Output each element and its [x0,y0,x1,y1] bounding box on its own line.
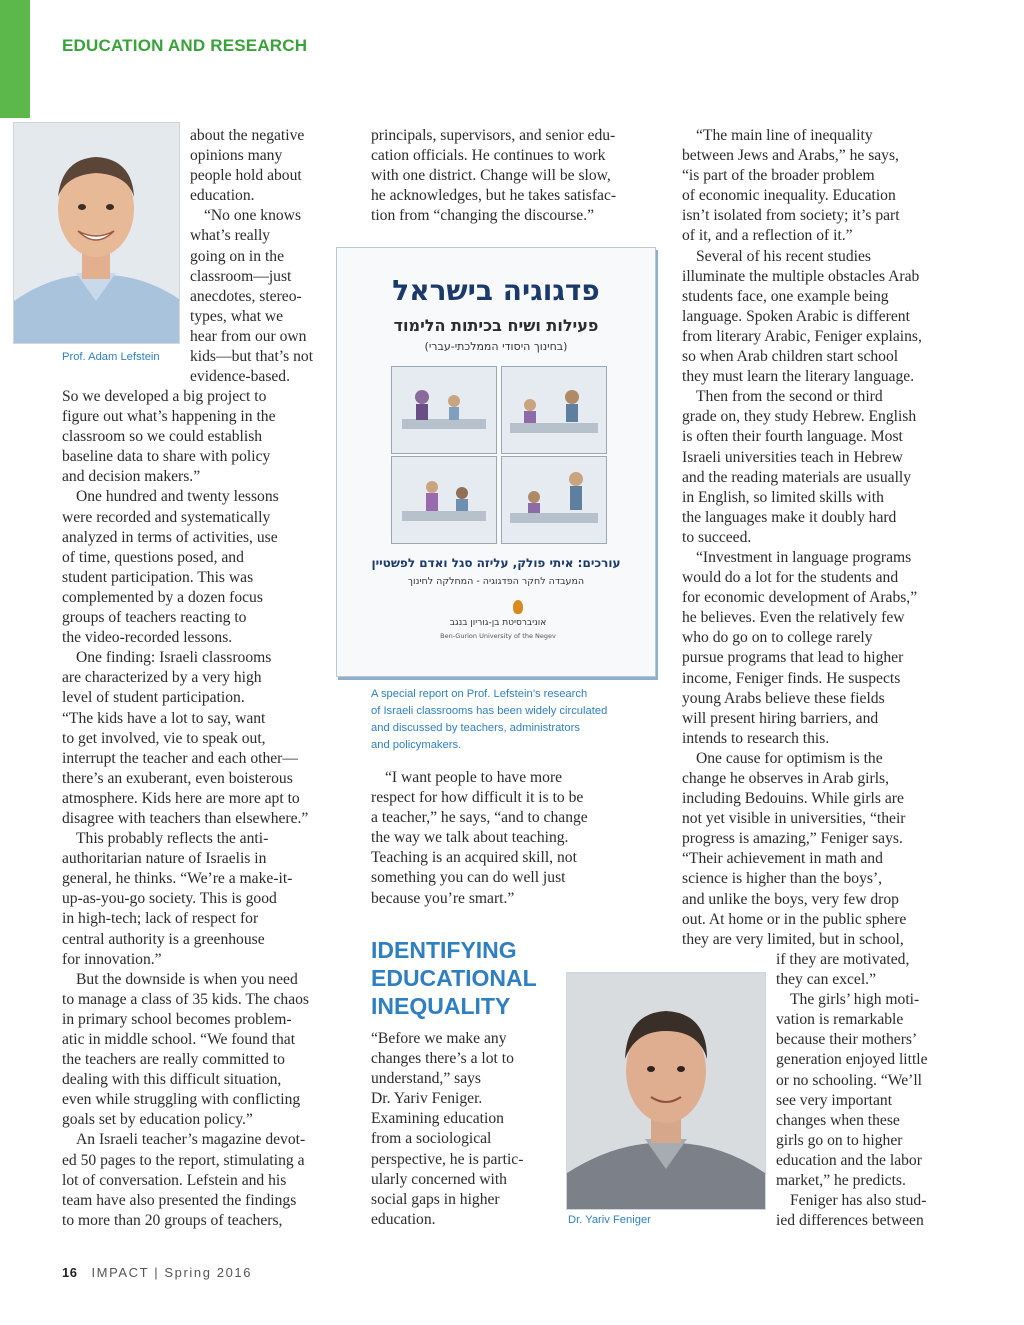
text-line: anecdotes, stereo- [190,287,302,305]
text-line: people hold about [190,167,302,185]
text-line: atmosphere. Kids here are more apt to [62,789,300,807]
text-line: baseline data to share with policy [62,448,271,466]
text-line: cation officials. He continues to work [371,147,606,165]
text-line: to get involved, vie to speak out, [62,729,266,747]
cover-department: המעבדה לחקר הפדגוגיה - המחלקה לחינוך [407,576,585,587]
caption-line: and discussed by teachers, administrators [371,722,580,734]
text-line: central authority is a greenhouse [62,930,265,948]
column-1-narrow [190,126,350,387]
text-line: education. [371,1210,436,1228]
text-line: generation enjoyed little [776,1051,928,1069]
lefstein-caption: Prof. Adam Lefstein [62,351,160,363]
text-line: language. Spoken Arabic is different [682,307,910,325]
report-cover-image [336,247,656,677]
text-line: education and the labor [776,1151,922,1169]
text-line: One cause for optimism is the [696,749,883,767]
text-line: students face, one example being [682,287,889,305]
text-line: opinions many [190,147,283,165]
column-2-middle [371,768,661,909]
lefstein-photo [13,122,180,344]
text-line: kids—but that’s not [190,348,314,366]
classroom-drawing [392,367,496,453]
text-line: tion from “changing the discourse.” [371,207,595,225]
cover-subtitle-2: (בחינוך היסודי הממלכתי-עברי) [424,340,568,353]
text-line: in high-tech; lack of respect for [62,910,259,928]
text-line: of time, questions posed, and [62,548,244,566]
text-line: because their mothers’ [776,1031,918,1049]
heading-line: EDUCATIONAL [371,965,537,991]
text-line: they can excel.” [776,971,876,989]
text-line: “Before we make any [371,1030,507,1047]
text-line: because you’re smart.” [371,889,515,907]
text-line: general, he thinks. “We’re a make-it- [62,870,293,888]
text-line: in English, so limited skills with [682,488,884,506]
text-line: of economic inequality. Education [682,187,896,205]
text-line: he believes. Even the relatively few [682,609,905,627]
classroom-panel [391,456,497,544]
text-line: he acknowledges, but he takes satisfac- [371,187,617,205]
column-2-bottom [371,1029,561,1230]
text-line: An Israeli teacher’s magazine devot- [76,1131,306,1149]
text-line: are characterized by a very high [62,669,262,687]
text-line: student participation. This was [62,568,254,586]
text-line: Several of his recent studies [696,247,871,265]
text-line: changes there’s a lot to [371,1050,514,1068]
text-line: social gaps in higher [371,1190,500,1208]
text-line: perspective, he is partic- [371,1150,524,1168]
column-1 [62,387,352,1231]
text-line: But the downside is when you need [76,970,298,988]
text-line: illuminate the multiple obstacles Arab [682,267,920,285]
text-line: Israeli universities teach in Hebrew [682,448,903,466]
page-footer [62,1265,252,1280]
text-line: “No one knows [204,207,302,225]
section-color-bar [0,0,30,118]
text-line: were recorded and systematically [62,508,271,526]
text-line: “is part of the broader problem [682,167,875,185]
text-line: science is higher than the boys’, [682,870,883,888]
text-line: Examining education [371,1110,504,1128]
cover-subtitle: פעילות ושיח בכיתות הלימוד [393,316,599,335]
text-line: a teacher,” he says, “and to change [371,809,588,827]
text-line: types, what we [190,307,284,325]
text-line: change he observes in Arab girls, [682,770,889,787]
text-line: grade on, they study Hebrew. English [682,408,917,426]
classroom-panel [501,366,607,454]
text-line: education. [190,187,255,205]
text-line: between Jews and Arabs,” he says, [682,147,899,165]
classroom-drawing [502,367,606,453]
caption-line: and policymakers. [371,739,462,751]
text-line: groups of teachers reacting to [62,609,247,627]
text-line: vation is remarkable [776,1011,904,1029]
column-3 [682,126,982,950]
text-line: One finding: Israeli classrooms [76,649,272,667]
text-line: classroom so we could establish [62,428,263,446]
text-line: One hundred and twenty lessons [76,488,279,506]
cover-title: פדגוגיה בישראל [392,274,600,307]
text-line: atic in middle school. “We found that [62,1031,296,1048]
text-line: from literary Arabic, Feniger explains, [682,327,922,345]
text-line: there’s an exuberant, even boisterous [62,769,293,787]
text-line: “The main line of inequality [696,127,873,144]
heading-line: INEQUALITY [371,993,511,1019]
text-line: they must learn the literary language. [682,368,915,386]
classroom-drawing [392,457,496,543]
text-line: the way we talk about teaching. [371,829,569,847]
text-line: out. At home or in the public sphere [682,910,907,928]
text-line: goals set by education policy.” [62,1111,253,1129]
feniger-photo [566,972,766,1210]
text-line: for innovation.” [62,950,162,968]
cover-illustration-panels [391,366,605,542]
section-subheading [371,936,537,1020]
text-line: in primary school becomes problem- [62,1010,292,1028]
text-line: So we developed a big project to [62,388,267,405]
text-line: if they are motivated, [776,951,910,968]
text-line: or no schooling. “We’ll [776,1071,922,1089]
text-line: to succeed. [682,528,752,546]
portrait-illustration [14,123,179,343]
page-number: 16 [62,1265,78,1280]
text-line: market,” he predicts. [776,1172,906,1190]
text-line: This probably reflects the anti- [76,830,269,848]
text-line: classroom—just [190,267,292,285]
text-line: up-as-you-go society. This is good [62,890,277,908]
text-line: to manage a class of 35 kids. The chaos [62,990,309,1008]
cover-authors: עורכים: איתי פולק, עליזה סגל ואדם לפשטיין [371,556,621,570]
publication-line: IMPACT | Spring 2016 [91,1265,253,1280]
cover-university: אוניברסיטת בן-גוריון בנגב [449,618,547,628]
column-2-top [371,126,661,226]
text-line: what’s really [190,227,271,245]
text-line: and unlike the boys, very few drop [682,890,899,908]
text-line: see very important [776,1091,893,1109]
heading-line: IDENTIFYING [371,937,517,963]
text-line: hear from our own [190,327,307,345]
text-line: for economic development of Arabs,” [682,589,918,607]
text-line: dealing with this difficult situation, [62,1071,282,1089]
report-caption [371,686,661,754]
text-line: changes when these [776,1111,900,1129]
text-line: young Arabs believe these fields [682,689,885,707]
text-line: the video-recorded lessons. [62,629,233,647]
text-line: and decision makers.” [62,468,201,486]
caption-line: A special report on Prof. Lefstein’s research [371,688,588,700]
university-flame-icon [513,600,523,614]
text-line: level of student participation. [62,689,245,707]
text-line: progress is amazing,” Feniger says. [682,830,903,848]
text-line: lot of conversation. Lefstein and his [62,1171,287,1189]
text-line: respect for how difficult it is to be [371,789,584,807]
portrait-illustration [567,973,765,1209]
text-line: team have also presented the findings [62,1191,297,1209]
text-line: ied differences between [776,1212,924,1230]
text-line: Then from the second or third [696,388,883,406]
text-line: ularly concerned with [371,1170,507,1188]
text-line: Teaching is an acquired skill, not [371,849,577,867]
column-3-narrow [776,950,982,1231]
classroom-drawing [502,457,606,543]
text-line: not yet visible in universities, “their [682,810,906,828]
text-line: authoritarian nature of Israelis in [62,850,267,868]
text-line: disagree with teachers than elsewhere.” [62,809,309,827]
text-line: intends to research this. [682,729,830,747]
text-line: “Their achievement in math and [682,850,883,868]
text-line: they are very limited, but in school, [682,930,904,948]
text-line: who do go on to college rarely [682,629,873,647]
text-line: of it, and a reflection of it.” [682,227,853,245]
text-line: Dr. Yariv Feniger. [371,1090,483,1108]
text-line: complemented by a dozen focus [62,588,263,606]
text-line: and the reading materials are usually [682,468,912,486]
text-line: understand,” says [371,1070,481,1088]
text-line: including Bedouins. While girls are [682,790,904,808]
text-line: figure out what’s happening in the [62,408,276,426]
text-line: so when Arab children start school [682,348,899,366]
feniger-caption: Dr. Yariv Feniger [568,1214,651,1226]
text-line: evidence-based. [190,368,291,386]
section-heading: EDUCATION AND RESEARCH [62,36,308,55]
text-line: something you can do well just [371,869,566,887]
classroom-panel [391,366,497,454]
text-line: going on in the [190,247,284,265]
text-line: principals, supervisors, and senior edu- [371,127,616,144]
text-line: isn’t isolated from society; it’s part [682,207,900,225]
text-line: income, Feniger finds. He suspects [682,669,901,687]
classroom-panel [501,456,607,544]
text-line: even while struggling with conflicting [62,1091,301,1109]
text-line: the teachers are really committed to [62,1051,285,1069]
text-line: with one district. Change will be slow, [371,167,611,185]
text-line: Feniger has also stud- [790,1192,927,1210]
text-line: to more than 20 groups of teachers, [62,1211,283,1229]
text-line: is often their fourth language. Most [682,428,903,446]
text-line: “The kids have a lot to say, want [62,709,266,727]
text-line: “I want people to have more [385,769,563,786]
cover-university-en: Ben-Gurion University of the Negev [440,632,556,640]
text-line: interrupt the teacher and each other— [62,749,298,767]
text-line: girls go on to higher [776,1131,903,1149]
text-line: analyzed in terms of activities, use [62,528,278,546]
text-line: ed 50 pages to the report, stimulating a [62,1151,305,1169]
text-line: would do a lot for the students and [682,569,899,587]
text-line: The girls’ high moti- [790,991,920,1009]
text-line: will present hiring barriers, and [682,709,879,727]
text-line: about the negative [190,127,305,144]
text-line: “Investment in language programs [696,548,912,566]
text-line: the languages make it doubly hard [682,508,897,526]
text-line: pursue programs that lead to higher [682,649,904,667]
caption-line: of Israeli classrooms has been widely circulated [371,705,608,717]
text-line: from a sociological [371,1130,492,1148]
